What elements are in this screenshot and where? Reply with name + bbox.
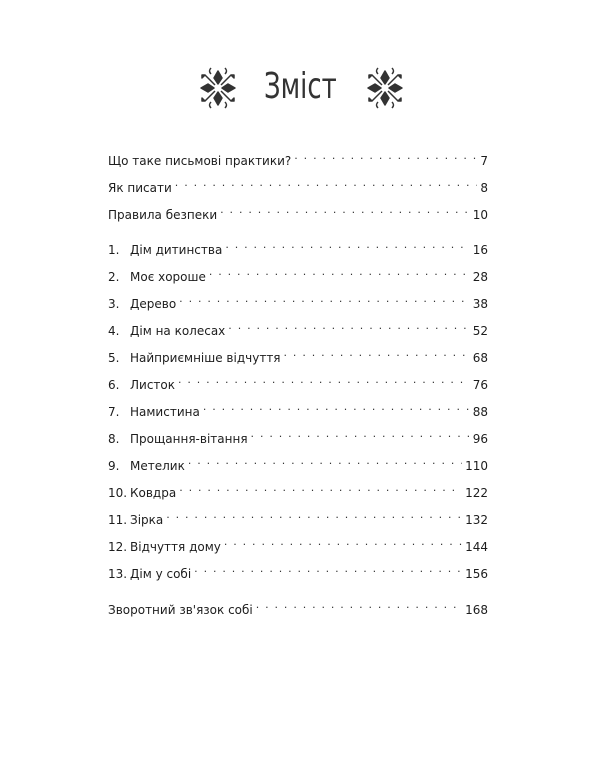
toc-leader-dots [225, 236, 469, 254]
toc-entry-page: 52 [472, 324, 488, 338]
toc-entry-number: 5. [108, 351, 120, 365]
toc-entry[interactable] [108, 398, 488, 419]
toc-entry-page: 76 [472, 378, 488, 392]
toc-entry-page: 122 [465, 486, 488, 500]
toc-entry-label: Дерево [130, 297, 177, 311]
toc-entry-number: 8. [108, 432, 120, 446]
toc-entry-label: Правила безпеки [108, 208, 218, 222]
toc-header [0, 60, 600, 120]
toc-leader-dots [224, 533, 462, 551]
toc-leader-dots [251, 425, 470, 443]
toc-entry-page: 144 [465, 540, 488, 554]
toc-entry-number: 10. [108, 486, 128, 500]
toc-entry-label: Найприємніше відчуття [130, 351, 281, 365]
toc-entry-label: Відчуття дому [130, 540, 221, 554]
toc-entry-page: 168 [465, 603, 488, 617]
toc-entry[interactable] [108, 147, 488, 168]
toc-entry-label: Намистина [130, 405, 200, 419]
toc-entry[interactable] [108, 317, 488, 338]
toc-entry[interactable] [108, 263, 488, 284]
toc-entry-number: 4. [108, 324, 120, 338]
toc-leader-dots [228, 317, 469, 335]
toc-leader-dots [209, 263, 470, 281]
page-title: Зміст [264, 66, 337, 107]
toc-entry-number: 2. [108, 270, 120, 284]
toc-entry-label: Прощання-вітання [130, 432, 248, 446]
toc-entry[interactable] [108, 371, 488, 392]
toc-entry-label: Листок [130, 378, 175, 392]
toc-entry-page: 96 [472, 432, 488, 446]
toc-leader-dots [175, 174, 478, 192]
toc-leader-dots [194, 560, 462, 578]
toc-entry-number: 7. [108, 405, 120, 419]
toc-entry-label: Що таке письмові практики? [108, 154, 292, 168]
toc-leader-dots [179, 479, 462, 497]
toc-entry-number: 6. [108, 378, 120, 392]
toc-entry[interactable] [108, 201, 488, 222]
toc-entry-label: Метелик [130, 459, 185, 473]
toc-entry-number: 9. [108, 459, 120, 473]
snowflake-ornament-icon [193, 63, 243, 113]
toc-entry[interactable] [108, 290, 488, 311]
toc-entry-page: 7 [480, 154, 488, 168]
toc-leader-dots [203, 398, 470, 416]
toc-entry[interactable] [108, 174, 488, 195]
toc-entry-page: 16 [472, 243, 488, 257]
toc-entry-page: 156 [465, 567, 488, 581]
toc-leader-dots [188, 452, 462, 470]
toc-entry[interactable] [108, 596, 488, 617]
toc-leader-dots [220, 201, 470, 219]
toc-entry-number: 1. [108, 243, 120, 257]
toc-leader-dots [179, 290, 470, 308]
toc-entry-label: Дім на колесах [130, 324, 226, 338]
toc-entry-label: Дім дитинства [130, 243, 223, 257]
toc-entry-page: 28 [472, 270, 488, 284]
toc-entry-page: 132 [465, 513, 488, 527]
toc-entry-page: 68 [472, 351, 488, 365]
toc-entry-page: 110 [465, 459, 488, 473]
toc-entry[interactable] [108, 560, 488, 581]
toc-entry-label: Зірка [130, 513, 164, 527]
toc-entry[interactable] [108, 479, 488, 500]
toc-leader-dots [178, 371, 470, 389]
toc-entry-number: 12. [108, 540, 128, 554]
toc-entry[interactable] [108, 236, 488, 257]
toc-entry[interactable] [108, 506, 488, 527]
toc-leader-dots [284, 344, 470, 362]
toc-entry[interactable] [108, 533, 488, 554]
toc-leader-dots [166, 506, 462, 524]
toc-entry-number: 11. [108, 513, 128, 527]
toc-entry[interactable] [108, 344, 488, 365]
toc-entry-label: Зворотний зв'язок собі [108, 603, 253, 617]
toc-entry-label: Моє хороше [130, 270, 206, 284]
toc-entry-label: Ковдра [130, 486, 177, 500]
toc-entry-label: Дім у собі [130, 567, 192, 581]
toc-leader-dots [256, 596, 462, 614]
toc-entry[interactable] [108, 425, 488, 446]
toc-entry-page: 10 [472, 208, 488, 222]
toc-entry-label: Як писати [108, 181, 172, 195]
snowflake-ornament-icon [360, 63, 410, 113]
toc-leader-dots [294, 147, 477, 165]
toc-entry-number: 13. [108, 567, 128, 581]
toc-entry-page: 38 [472, 297, 488, 311]
toc-entry-page: 8 [480, 181, 488, 195]
toc-entry-page: 88 [472, 405, 488, 419]
toc-entry[interactable] [108, 452, 488, 473]
toc-entry-number: 3. [108, 297, 120, 311]
